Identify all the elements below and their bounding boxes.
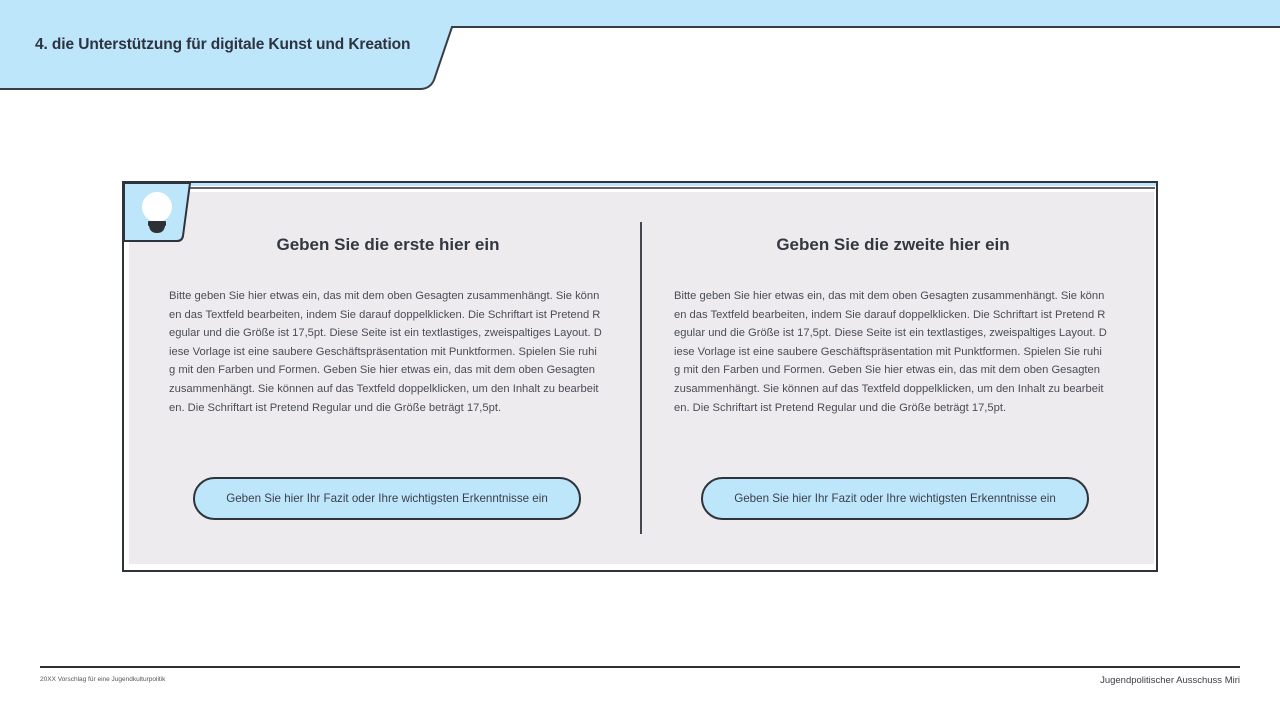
column-2-body[interactable]: Bitte geben Sie hier etwas ein, das mit dem oben Gesagten zusammenhängt. Sie können das Textfeld bearbeiten, indem Sie darauf doppelklicken. Die Schriftart ist Pretend Regular und die Größe ist 17,5pt. Diese Seite ist ein textlastiges, zweispaltiges Layout. Diese Vorlage ist eine saubere Geschäftspräsentation mit Punktformen. Spielen Sie ruhig mit den Farben und Formen. Geben Sie hier etwas ein, das mit dem oben Gesagten zusammenhängt. Sie können auf das Textfeld doppelklicken, um den Inhalt zu bearbeiten. Die Schriftart ist Pretend Regular und die Größe beträgt 17,5pt.	[674, 290, 1107, 414]
footer-right-text: Jugendpolitischer Ausschuss Miri	[1100, 675, 1240, 686]
column-2-title[interactable]: Geben Sie die zweite hier ein	[776, 235, 1010, 254]
page-title: 4. die Unterstützung für digitale Kunst und Kreation	[35, 36, 411, 53]
column-divider	[640, 222, 642, 534]
lightbulb-icon	[138, 190, 176, 234]
footer-left-text: 20XX Vorschlag für eine Jugendkulturpolitik	[40, 676, 166, 683]
column-1-conclusion-text: Geben Sie hier Ihr Fazit oder Ihre wichtigsten Erkenntnisse ein	[226, 492, 548, 505]
column-2-conclusion[interactable]	[701, 477, 1089, 520]
column-1-body[interactable]: Bitte geben Sie hier etwas ein, das mit dem oben Gesagten zusammenhängt. Sie können das Textfeld bearbeiten, indem Sie darauf doppelklicken. Die Schriftart ist Pretend Regular und die Größe ist 17,5pt. Diese Seite ist ein textlastiges, zweispaltiges Layout. Diese Vorlage ist eine saubere Geschäftspräsentation mit Punktformen. Spielen Sie ruhig mit den Farben und Formen. Geben Sie hier etwas ein, das mit dem oben Gesagten zusammenhängt. Sie können auf das Textfeld doppelklicken, um den Inhalt zu bearbeiten. Die Schriftart ist Pretend Regular und die Größe beträgt 17,5pt.	[169, 290, 602, 414]
column-1-conclusion[interactable]	[193, 477, 581, 520]
footer-divider	[40, 666, 1240, 668]
column-1-title[interactable]: Geben Sie die erste hier ein	[276, 235, 500, 254]
column-2-conclusion-text: Geben Sie hier Ihr Fazit oder Ihre wichtigsten Erkenntnisse ein	[734, 492, 1056, 505]
